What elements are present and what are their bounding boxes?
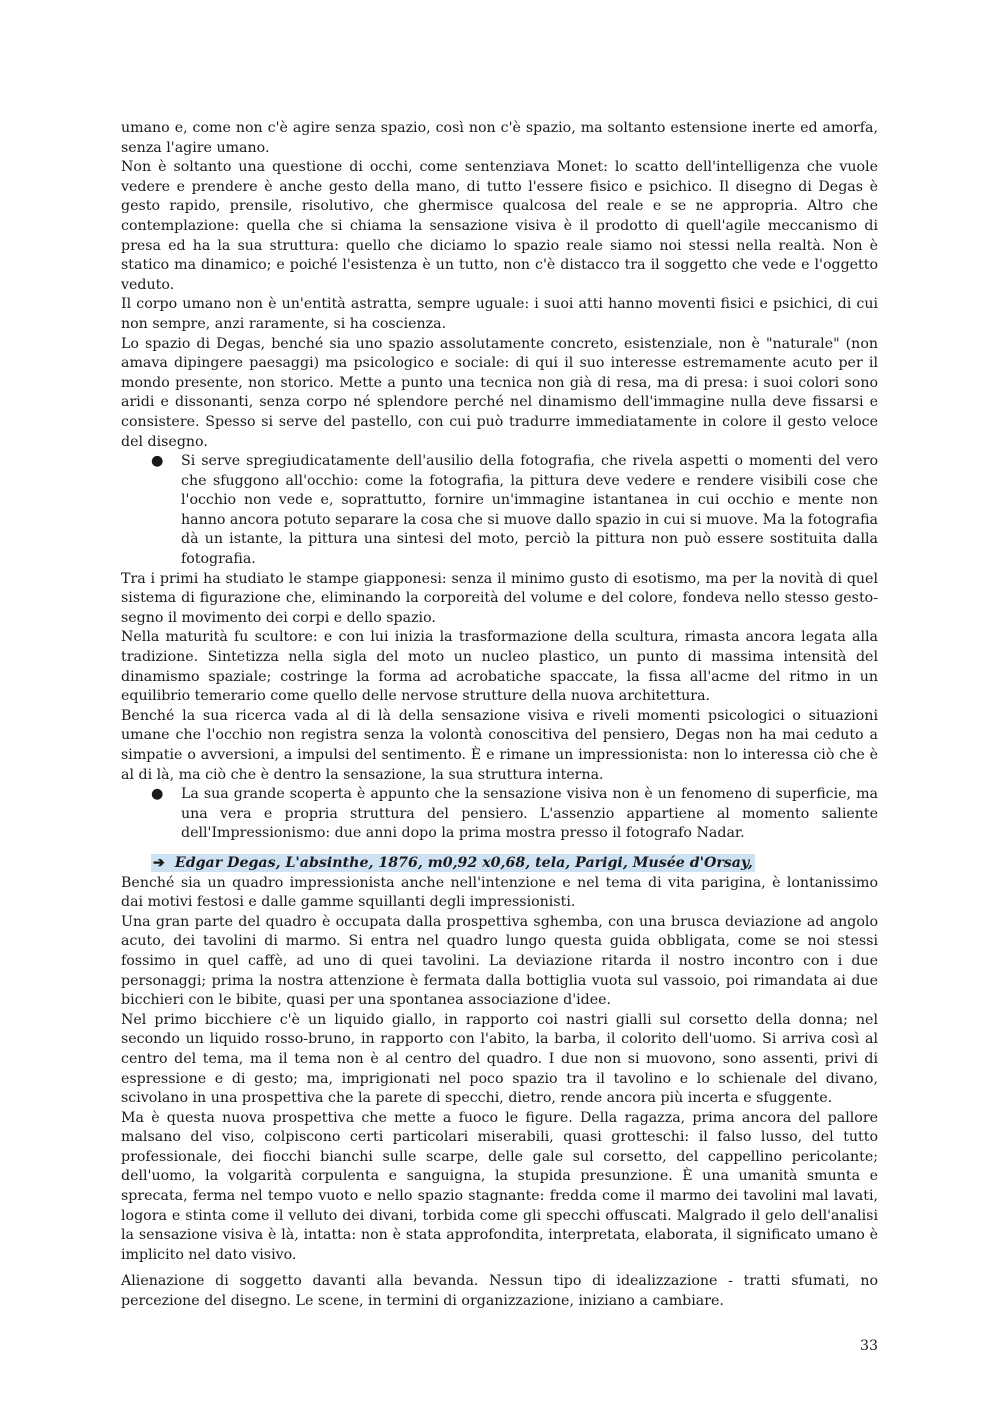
bullet-icon: ●	[151, 786, 164, 803]
bullet-text: La sua grande scoperta è appunto che la sensazione visiva non è un fenomeno di superficie, ma una vera e propria struttura del pensiero. L'assenzio appartiene al momento saliente dell'Impressionismo: due anni dopo la prima mostra presso il fotografo Nadar.	[181, 786, 878, 842]
artwork-heading-text: Edgar Degas, L'absinthe, 1876, m0,92 x0,68, tela, Parigi, Musée d'Orsay,	[174, 854, 753, 871]
paragraph: Ma è questa nuova prospettiva che mette a fuoco le figure. Della ragazza, prima ancora del pallore malsano del viso, colpiscono certi particolari miserabili, quasi grotteschi: il falso lusso, del tutto professionale, dei fiocchi bianchi sulle scarpe, delle gale sul corsetto, del cappellino pericolante; dell'uomo, la volgarità corpulenta e sanguigna, la stupida presunzione. È una umanità smunta e sprecata, ferma nel tempo vuoto e nello spazio stagnante: fredda come il marmo dei tavolini mal lavati, logora e stinta come il velluto dei divani, torbida come gli specchi offuscati. Malgrado il gelo dell'analisi la sensazione visiva è là, intatta: non è stata approfondita, interpretata, elaborata, il significato umano è implicito nel dato visivo.	[121, 1109, 878, 1263]
paragraph: Lo spazio di Degas, benché sia uno spazio assolutamente concreto, esistenziale, non è "naturale" (non amava dipingere paesaggi) ma psicologico e sociale: di qui il suo interesse estremamente acuto per il mondo presente, non storico. Mette a punto una tecnica non già di resa, ma di presa: i suoi colori sono aridi e dissonanti, senza corpo né splendore perché nel dinamismo dell'immagine nulla deve fissarsi e consistere. Spesso si serve del pastello, con cui può tradurre immediatamente in colore il gesto veloce del disegno.	[121, 335, 878, 450]
spacer	[121, 844, 878, 854]
paragraph: Non è soltanto una questione di occhi, come sentenziava Monet: lo scatto dell'intelligenza che vuole vedere e prendere è anche gesto della mano, di tutto l'essere fisico e psichico. Il disegno di Degas è gesto rapido, prensile, risolutivo, che ghermisce qualcosa del reale e se ne appropria. Altro che contemplazione: quella che si chiama la sensazione visiva è il prodotto di quell'agile meccanismo di presa ed ha la sua struttura: quello che diciamo lo spazio reale siamo noi stessi nella realtà. Non è statico ma dinamico; e poiché l'esistenza è un tutto, non c'è distacco tra il soggetto che vede e l'oggetto veduto.	[121, 159, 878, 293]
page-number: 33	[859, 1338, 878, 1354]
paragraph: Nel primo bicchiere c'è un liquido giallo, in rapporto coi nastri gialli sul corsetto della donna; nel secondo un liquido rosso-bruno, in rapporto con l'abito, la barba, il colorito dell'uomo. Si arriva così al centro del tema, ma il tema non è al centro del quadro. I due non si muovono, sono assenti, privi di espressione e di gesto; ma, imprigionati nel poco spazio tra il tavolino e lo schienale del divano, scivolano in una prospettiva che la parete di specchi, dietro, rende ancora più incerta e sfuggente.	[121, 1011, 878, 1107]
paragraph: Una gran parte del quadro è occupata dalla prospettiva sghemba, con una brusca deviazione ad angolo acuto, dei tavolini di marmo. Si entra nel quadro lungo questa guida obbligata, come se noi stessi fossimo in quel caffè, ad uno di quei tavolini. La deviazione ritarda il nostro incontro con i due personaggi; prima la nostra attenzione è fermata dalla bottiglia vuota sul vassoio, poi rimandata ai due bicchieri con le bibite, quasi per una spontanea associazione d'idee.	[121, 913, 878, 1009]
artwork-heading	[151, 854, 878, 874]
bullet-item	[151, 785, 878, 844]
document-body	[121, 119, 878, 1312]
arrow-right-icon: ➔	[153, 854, 165, 871]
paragraph: umano e, come non c'è agire senza spazio, così non c'è spazio, ma soltanto estensione inerte ed amorfa, senza l'agire umano.	[121, 120, 878, 156]
paragraph: Il corpo umano non è un'entità astratta, sempre uguale: i suoi atti hanno moventi fisici e psichici, di cui non sempre, anzi raramente, si ha coscienza.	[121, 296, 878, 332]
bullet-text: Si serve spregiudicatamente dell'ausilio della fotografia, che rivela aspetti o momenti del vero che sfuggono all'occhio: come la fotografia, la pittura deve vedere e rendere visibili cose che l'occhio non vede e, soprattutto, fornire un'immagine istantanea in cui occhio e mente non hanno ancora potuto separare la cosa che si muove dallo spazio in cui si muove. Ma la fotografia dà un istante, la pittura una sintesi del moto, perciò la pittura non può essere sostituita dalla fotografia.	[181, 453, 878, 568]
paragraph: Tra i primi ha studiato le stampe giapponesi: senza il minimo gusto di esotismo, ma per la novità di quel sistema di figurazione che, eliminando la corporeità del volume e del colore, fondeva nello stesso gesto-segno il movimento dei corpi e dello spazio.	[121, 570, 878, 626]
notes-paragraph: Alienazione di soggetto davanti alla bevanda. Nessun tipo di idealizzazione - tratti sfumati, no percezione del disegno. Le scene, in termini di organizzazione, iniziano a cambiare.	[121, 1273, 878, 1310]
spacer	[121, 1265, 878, 1272]
paragraph: Nella maturità fu scultore: e con lui inizia la trasformazione della scultura, rimasta ancora legata alla tradizione. Sintetizza nella sigla del moto un nucleo plastico, un punto di massima intensità del dinamismo spaziale; costringe la forma ad acrobatiche spaccate, la fissa all'acme del ritmo in un equilibrio temerario come quello delle nervose strutture della nuova architettura.	[121, 629, 878, 705]
artwork-heading-highlight	[151, 854, 755, 872]
paragraph: Benché sia un quadro impressionista anche nell'intenzione e nel tema di vita parigina, è lontanissimo dai motivi festosi e dalle gamme squillanti degli impressionisti.	[121, 874, 878, 911]
bullet-item	[151, 452, 878, 570]
paragraph: Benché la sua ricerca vada al di là della sensazione visiva e riveli momenti psicologici o situazioni umane che l'occhio non registra senza la volontà conoscitiva del pensiero, Degas non ha mai ceduto a simpatie o avversioni, a impulsi del sentimento. È e rimane un impressionista: non lo interessa ciò che è al di là, ma ciò che è dentro la sensazione, la sua struttura interna.	[121, 707, 878, 783]
bullet-icon: ●	[151, 453, 164, 470]
